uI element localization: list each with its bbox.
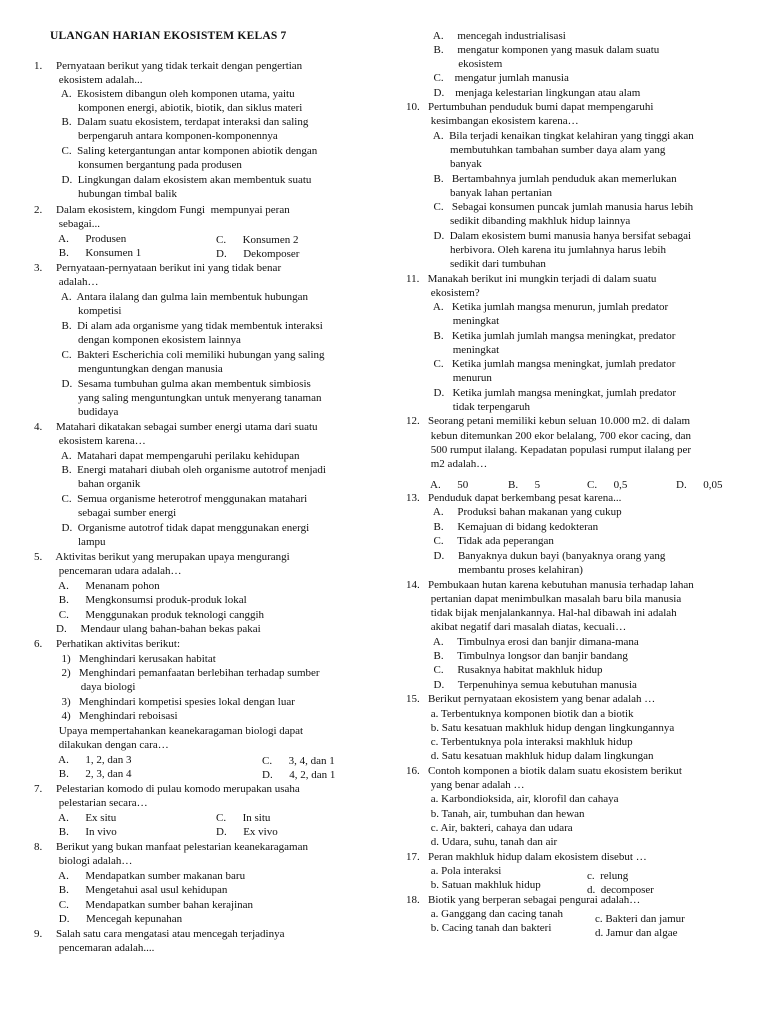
right-text-line: meningkat — [406, 344, 500, 356]
left-text-line: D. Lingkungan dalam ekosistem akan membentuk suatu — [34, 174, 312, 186]
left-text-line: B. Energi matahari diubah oleh organisme autotrof menjadi — [34, 464, 326, 476]
left-text-line: 2. Dalam ekosistem, kingdom Fungi mempunyai peran — [34, 204, 290, 216]
left-text-line: 8. Berikut yang bukan manfaat pelestarian keanekaragaman — [34, 841, 308, 853]
q7-option-c: C. In situ — [216, 812, 271, 824]
right-text-line: pertanian dapat menimbulkan masalah baru bila manusia — [406, 593, 682, 605]
right-text-line: a. Karbondioksida, air, klorofil dan cahaya — [406, 793, 619, 805]
right-text-line: kebun ditemunkan 200 ekor belalang, 700 ekor cacing, dan — [406, 430, 692, 442]
right-text-line: A. mencegah industrialisasi — [406, 30, 566, 42]
left-text-line: sebagai sumber energi — [34, 507, 177, 519]
left-text-line: Upaya mempertahankan keanekaragaman biologi dapat — [34, 725, 304, 737]
left-text-line: menguntungkan dengan manusia — [34, 363, 223, 375]
q12-option-b: B. 5 — [508, 479, 541, 491]
left-text-line: ekosistem adalah... — [34, 74, 143, 86]
left-text-line: daya biologi — [34, 681, 136, 693]
right-text-line: b. Cacing tanah dan bakteri — [406, 922, 552, 934]
right-text-line: D. Dalam ekosistem bumi manusia hanya bersifat sebagai — [406, 230, 692, 242]
left-text-line: konsumen bergantung pada produsen — [34, 159, 242, 171]
right-text-line: B. Bertambahnya jumlah penduduk akan memerlukan — [406, 173, 677, 185]
right-text-line: sedikit dari tumbuhan — [406, 258, 546, 270]
right-text-line: herbivora. Oleh karena itu jumlahnya harus lebih — [406, 244, 666, 256]
right-text-line: 13. Penduduk dapat berkembang pesat karena... — [406, 492, 622, 504]
right-text-line: banyak — [406, 158, 482, 170]
right-text-line: D. Terpenuhinya semua kebutuhan manusia — [406, 679, 637, 691]
left-text-line: 6. Perhatikan aktivitas berikut: — [34, 638, 181, 650]
right-text-line: d. Udara, suhu, tanah dan air — [406, 836, 558, 848]
left-text-line: 3. Pernyataan-pernyataan berikut ini yang tidak benar — [34, 262, 282, 274]
right-text-line: membantu proses kelahiran) — [406, 564, 583, 576]
left-text-line: pelestarian secara… — [34, 797, 148, 809]
left-text-line: D. Organisme autotrof tidak dapat menggunakan energi — [34, 522, 310, 534]
q6-option-c: C. 3, 4, dan 1 — [262, 755, 335, 767]
right-text-line: akibat negatif dari masalah diatas, kecuali… — [406, 621, 627, 633]
left-text-line: dilakukan dengan cara… — [34, 739, 169, 751]
left-text-line: dengan komponen ekosistem lainnya — [34, 334, 241, 346]
left-text-line: lampu — [34, 536, 106, 548]
q2-option-d: D. Dekomposer — [216, 248, 300, 260]
right-text-line: D. Ketika jumlah mangsa meningkat, jumlah predator — [406, 387, 677, 399]
right-text-line: C. mengatur jumlah manusia — [406, 72, 569, 84]
left-text-line: A. Mendapatkan sumber makanan baru — [34, 870, 246, 882]
right-text-line: yang benar adalah … — [406, 779, 525, 791]
q18-option-d: d. Jamur dan algae — [595, 927, 678, 939]
left-text-line: pencemaran adalah.... — [34, 942, 155, 954]
left-text-line: D. Mencegah kepunahan — [34, 913, 183, 925]
right-text-line: membutuhkan tambahan sumber daya alam yang — [406, 144, 666, 156]
right-text-line: b. Satu kesatuan makhluk hidup dengan lingkungannya — [406, 722, 675, 734]
right-text-line: c. Air, bakteri, cahaya dan udara — [406, 822, 573, 834]
right-text-line: a. Pola interaksi — [406, 865, 502, 877]
right-text-line: menurun — [406, 372, 492, 384]
left-text-line: D. Mendaur ulang bahan-bahan bekas pakai — [34, 623, 261, 635]
right-text-line: A. Produksi bahan makanan yang cukup — [406, 506, 622, 518]
left-text-line: C. Semua organisme heterotrof menggunakan matahari — [34, 493, 308, 505]
q17-option-c: c. relung — [587, 870, 629, 882]
left-text-line: B. Mengkonsumsi produk-produk lokal — [34, 594, 247, 606]
right-text-line: A. Timbulnya erosi dan banjir dimana-mana — [406, 636, 639, 648]
left-text-line: A. Produsen — [34, 233, 127, 245]
right-text-line: 18. Biotik yang berperan sebagai pengurai adalah… — [406, 894, 641, 906]
right-text-line: c. Terbentuknya pola interaksi makhluk hidup — [406, 736, 633, 748]
right-text-line: a. Ganggang dan cacing tanah — [406, 908, 563, 920]
left-text-line: C. Mendapatkan sumber bahan kerajinan — [34, 899, 254, 911]
left-text-line: 7. Pelestarian komodo di pulau komodo merupakan usaha — [34, 783, 300, 795]
q12-option-a: A. 50 — [430, 479, 469, 491]
right-text-line: m2 adalah… — [406, 458, 488, 470]
right-text-line: meningkat — [406, 315, 500, 327]
left-text-line: yang saling menguntungkan untuk menyerang tanaman — [34, 392, 322, 404]
left-text-line: C. Saling ketergantungan antar komponen abiotik dengan — [34, 145, 318, 157]
left-text-line: pencemaran udara adalah… — [34, 565, 182, 577]
left-text-line: 1. Pernyataan berikut yang tidak terkait dengan pengertian — [34, 60, 303, 72]
left-text-line: budidaya — [34, 406, 119, 418]
left-text-line: A. 1, 2, dan 3 — [34, 754, 132, 766]
right-text-line: a. Terbentuknya komponen biotik dan a biotik — [406, 708, 634, 720]
left-text-line: biologi adalah… — [34, 855, 133, 867]
left-text-line: kompetisi — [34, 305, 122, 317]
right-text-line: C. Tidak ada peperangan — [406, 535, 554, 547]
q2-option-c: C. Konsumen 2 — [216, 234, 299, 246]
right-text-line: C. Rusaknya habitat makhluk hidup — [406, 664, 603, 676]
right-text-line: 12. Seorang petani memiliki kebun seluan 10.000 m2. di dalam — [406, 415, 691, 427]
right-text-line: B. Kemajuan di bidang kedokteran — [406, 521, 599, 533]
left-text-line: C. Bakteri Escherichia coli memiliki hubungan yang saling — [34, 349, 325, 361]
right-text-line: C. Ketika jumlah mangsa meningkat, jumlah predator — [406, 358, 676, 370]
right-text-line: 500 rumput ilalang. Kepadatan populasi rumput ilalang per — [406, 444, 692, 456]
left-text-line: A. Matahari dapat mempengaruhi perilaku kehidupan — [34, 450, 300, 462]
right-text-line: B. Ketika jumlah jumlah mangsa meningkat, predator — [406, 330, 676, 342]
right-text-line: D. menjaga kelestarian lingkungan atau alam — [406, 87, 641, 99]
right-text-line: 17. Peran makhluk hidup dalam ekosistem disebut … — [406, 851, 647, 863]
right-text-line: B. Timbulnya longsor dan banjir bandang — [406, 650, 628, 662]
q7-option-d: D. Ex vivo — [216, 826, 278, 838]
right-text-line: 15. Berikut pernyataan ekosistem yang benar adalah … — [406, 693, 656, 705]
q18-option-c: c. Bakteri dan jamur — [595, 913, 685, 925]
left-text-line: berpengaruh antara komponen-komponennya — [34, 130, 278, 142]
left-text-line: 4. Matahari dikatakan sebagai sumber energi utama dari suatu — [34, 421, 318, 433]
left-text-line: adalah… — [34, 276, 99, 288]
right-text-line: banyak lahan pertanian — [406, 187, 553, 199]
right-text-line: 16. Contoh komponen a biotik dalam suatu ekosistem berikut — [406, 765, 682, 777]
left-text-line: komponen energi, abiotik, biotik, dan siklus materi — [34, 102, 303, 114]
right-text-line: sedikit dibanding makhluk hidup lainnya — [406, 215, 631, 227]
left-text-line: 1) Menghindari kerusakan habitat — [34, 653, 216, 665]
left-text-line: A. Ex situ — [34, 812, 117, 824]
right-text-line: ekosistem? — [406, 287, 480, 299]
left-text-line: 4) Menghindari reboisasi — [34, 710, 178, 722]
right-text-line: d. Satu kesatuan makhluk hidup dalam lingkungan — [406, 750, 654, 762]
left-text-line: C. Menggunakan produk teknologi canggih — [34, 609, 265, 621]
left-text-line: A. Menanam pohon — [34, 580, 160, 592]
right-text-line: B. mengatur komponen yang masuk dalam suatu — [406, 44, 660, 56]
left-text-line: B. Konsumen 1 — [34, 247, 142, 259]
left-text-line: 3) Menghindari kompetisi spesies lokal dengan luar — [34, 696, 295, 708]
right-text-line: b. Satuan makhluk hidup — [406, 879, 541, 891]
q17-option-d: d. decomposer — [587, 884, 654, 896]
left-text-line: B. Mengetahui asal usul kehidupan — [34, 884, 228, 896]
right-text-line: 10. Pertumbuhan penduduk bumi dapat mempengaruhi — [406, 101, 654, 113]
right-text-line: C. Sebagai konsumen puncak jumlah manusia harus lebih — [406, 201, 694, 213]
right-text-line: 14. Pembukaan hutan karena kebutuhan manusia terhadap lahan — [406, 579, 694, 591]
right-text-line: tidak bijak menjalankannya. Hal-hal dibawah ini adalah — [406, 607, 677, 619]
q12-option-d: D. 0,05 — [676, 479, 723, 491]
right-text-line: D. Banyaknya dukun bayi (banyaknya orang yang — [406, 550, 666, 562]
right-text-line: ekosistem — [406, 58, 503, 70]
page-title: ULANGAN HARIAN EKOSISTEM KELAS 7 — [50, 30, 287, 42]
left-text-line: B. Di alam ada organisme yang tidak membentuk interaksi — [34, 320, 323, 332]
right-text-line: A. Bila terjadi kenaikan tingkat kelahiran yang tinggi akan — [406, 130, 694, 142]
left-text-line: B. Dalam suatu ekosistem, terdapat interaksi dan saling — [34, 116, 309, 128]
right-text-line: tidak terpengaruh — [406, 401, 531, 413]
right-text-line: 11. Manakah berikut ini mungkin terjadi di dalam suatu — [406, 273, 657, 285]
right-text-line: A. Ketika jumlah mangsa menurun, jumlah predator — [406, 301, 669, 313]
left-text-line: B. In vivo — [34, 826, 117, 838]
left-text-line: ekosistem karena… — [34, 435, 146, 447]
left-text-line: 9. Salah satu cara mengatasi atau mencegah terjadinya — [34, 928, 285, 940]
right-text-line: kesimbangan ekosistem karena… — [406, 115, 579, 127]
q6-option-d: D. 4, 2, dan 1 — [262, 769, 336, 781]
left-text-line: 2) Menghindari pemanfaatan berlebihan terhadap sumber — [34, 667, 320, 679]
left-text-line: 5. Aktivitas berikut yang merupakan upaya mengurangi — [34, 551, 290, 563]
left-text-line: bahan organik — [34, 478, 141, 490]
q12-option-c: C. 0,5 — [587, 479, 628, 491]
left-text-line: A. Antara ilalang dan gulma lain membentuk hubungan — [34, 291, 309, 303]
left-text-line: D. Sesama tumbuhan gulma akan membentuk simbiosis — [34, 378, 311, 390]
left-text-line: B. 2, 3, dan 4 — [34, 768, 132, 780]
left-text-line: hubungan timbal balik — [34, 188, 177, 200]
left-text-line: sebagai... — [34, 218, 100, 230]
left-text-line: A. Ekosistem dibangun oleh komponen utama, yaitu — [34, 88, 295, 100]
right-text-line: b. Tanah, air, tumbuhan dan hewan — [406, 808, 585, 820]
